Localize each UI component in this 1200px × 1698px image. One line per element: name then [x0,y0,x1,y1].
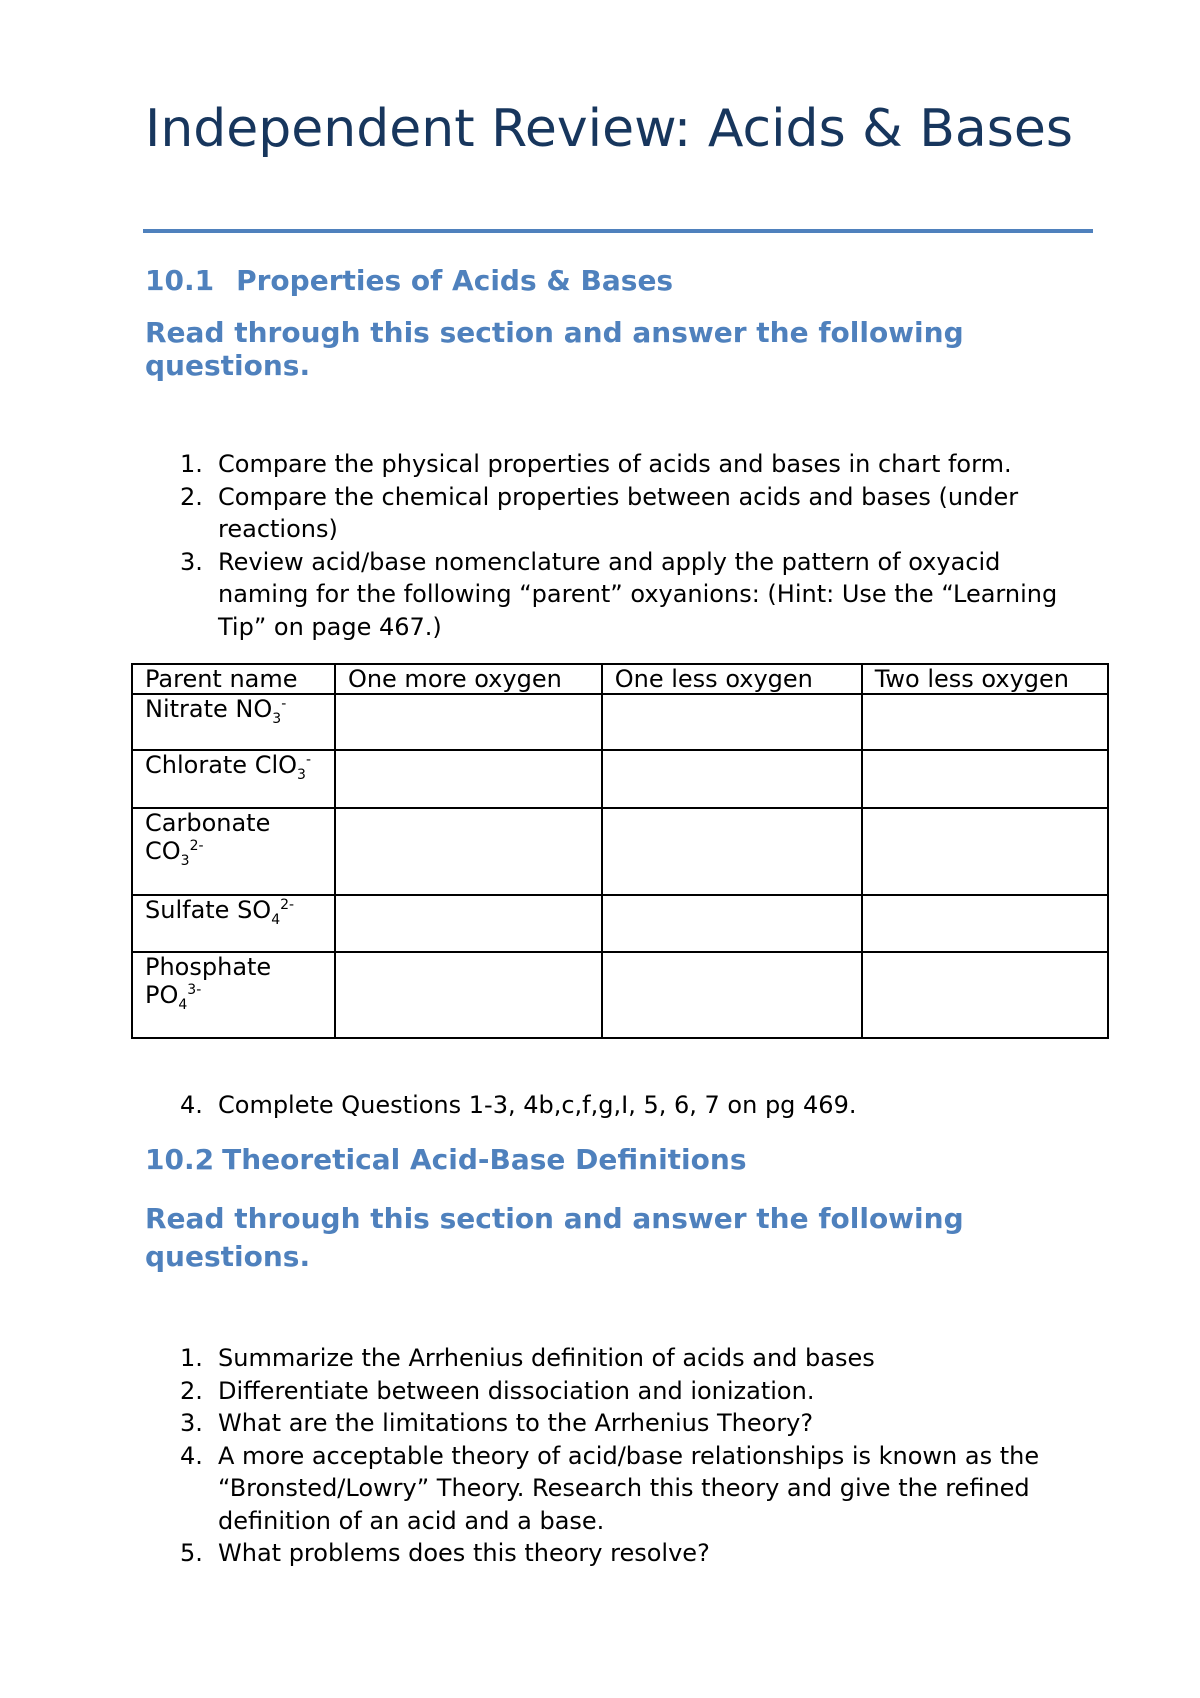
parent-name-cell [132,750,335,808]
list-item [145,1440,1095,1538]
item-text: Compare the physical properties of acids and bases in chart form. [218,450,1012,478]
item-text: Review acid/base nomenclature and apply the pattern of oxyacid naming for the following “parent” oxyanions: (Hint: Use the “Learning Tip” on page 467.) [218,547,1058,641]
ion-charge: - [305,752,311,768]
answer-cell[interactable] [602,694,862,750]
column-header: Parent name [132,664,335,694]
item-number: 2. [180,1376,203,1405]
item-text: What problems does this theory resolve? [218,1539,710,1567]
item-text: A more acceptable theory of acid/base relationships is known as the “Bronsted/Lowry” Theory. Research this theory and give the refined definition of an acid and a base. [218,1441,1040,1535]
item-text: Compare the chemical properties between acids and bases (under reactions) [218,482,1019,543]
document-title: Independent Review: Acids & Bases [145,99,1073,159]
item-number: 1. [180,450,203,478]
question-list [145,1089,1095,1122]
table-header-row [132,664,1108,694]
ion-name: Phosphate PO [145,953,272,1009]
section-heading-10-2 [145,1143,746,1177]
section-instruction: Read through this section and answer the following questions. [145,1202,964,1273]
list-item [145,481,1095,546]
parent-name-cell [132,694,335,750]
ion-name: Sulfate SO [145,896,272,924]
answer-cell[interactable] [862,808,1108,895]
answer-cell[interactable] [862,895,1108,952]
ion-subscript: 3 [272,710,282,727]
parent-name-cell [132,895,335,952]
section-heading-10-1 [145,264,673,298]
answer-cell[interactable] [602,808,862,895]
item-number: 3. [180,1409,203,1437]
ion-subscript: 4 [178,996,188,1013]
question-list [145,1342,1095,1570]
answer-cell[interactable] [335,808,602,895]
section-instruction: Read through this section and answer the following questions. [145,316,964,382]
item-number: 2. [180,482,203,511]
ion-charge: 3- [187,982,202,998]
answer-cell[interactable] [335,694,602,750]
answer-cell[interactable] [335,895,602,952]
parent-name-cell [132,808,335,895]
answer-cell[interactable] [602,952,862,1038]
ion-subscript: 3 [297,766,306,783]
item-number: 3. [180,547,203,576]
answer-cell[interactable] [862,750,1108,808]
section-title: Properties of Acids & Bases [236,264,674,297]
list-item [145,1537,1095,1570]
section-title: Theoretical Acid-Base Definitions [222,1143,747,1176]
table-row [132,895,1108,952]
item-number: 4. [180,1441,203,1470]
table-row [132,952,1108,1038]
question-list [145,448,1095,643]
ion-name: Chlorate ClO [145,751,298,779]
item-text: Differentiate between dissociation and ionization. [218,1376,815,1405]
table-row [132,694,1108,750]
item-number: 4. [180,1091,203,1119]
list-item [145,1375,1095,1408]
item-number: 1. [180,1344,203,1372]
answer-cell[interactable] [862,952,1108,1038]
section-number: 10.1 [145,264,215,297]
item-text: Complete Questions 1-3, 4b,c,f,g,I, 5, 6, 7 on pg 469. [218,1091,857,1119]
column-header: Two less oxygen [862,664,1108,694]
answer-cell[interactable] [335,750,602,808]
item-text: What are the limitations to the Arrhenius Theory? [218,1409,814,1437]
title-underline [143,229,1093,233]
table-row [132,808,1108,895]
ion-name: Carbonate CO [145,809,271,865]
answer-cell[interactable] [602,750,862,808]
list-item [145,1407,1095,1440]
column-header: One less oxygen [602,664,862,694]
answer-cell[interactable] [862,694,1108,750]
oxyanion-table [131,663,1109,1039]
list-item [145,1089,1095,1122]
ion-subscript: 4 [271,911,281,928]
ion-charge: - [281,696,287,712]
list-item [145,1342,1095,1375]
list-item [145,546,1095,644]
answer-cell[interactable] [335,952,602,1038]
parent-name-cell [132,952,335,1038]
ion-charge: 2- [280,897,295,913]
ion-subscript: 3 [180,852,190,869]
answer-cell[interactable] [602,895,862,952]
table-row [132,750,1108,808]
ion-name: Nitrate NO [145,695,273,723]
column-header: One more oxygen [335,664,602,694]
item-text: Summarize the Arrhenius definition of acids and bases [218,1344,875,1372]
ion-charge: 2- [189,838,204,854]
list-item [145,448,1095,481]
section-number: 10.2 [145,1143,215,1176]
item-number: 5. [180,1539,203,1567]
